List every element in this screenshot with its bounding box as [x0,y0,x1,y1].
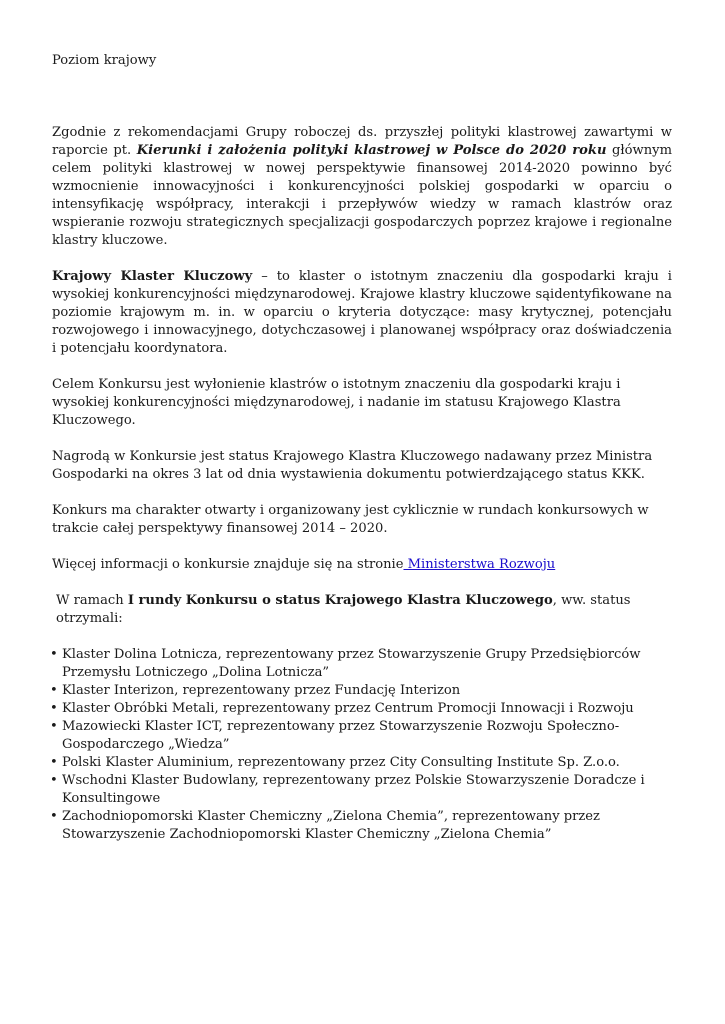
round-title: I rundy Konkursu o status Krajowego Klastra Kluczowego [127,593,553,608]
intro-text-before: Zgodnie z rekomendacjami Grupy roboczej ds. przyszłej polityki klastrowej zawartymi w raporcie pt. [52,125,672,158]
report-title: Kierunki i założenia polityki klastrowej w Polsce do 2020 roku [136,143,607,158]
kkk-definition-text: – to klaster o istotnym znaczeniu dla gospodarki kraju i wysokiej konkurencyjności międzynarodowej. Krajowe klastry kluczowe sąidentyfikowane na poziomie krajowym m. in. w oparciu o kryteria dotyczące: masy krytycznej, potencjału rozwojowego i innowacyjnego, dotychczasowej i planowanej współpracy oraz doświadczenia i potencjału koordynatora. [52,269,672,356]
round-suffix: , ww. status otrzymali: [56,593,631,626]
ministry-link[interactable]: Ministerstwa Rozwoju [403,557,556,572]
bullet-icon: • [50,755,58,770]
prize-paragraph: Nagrodą w Konkursie jest status Krajowego Klastra Kluczowego nadawany przez Ministra Gospodarki na okres 3 lat od dnia wystawienia dokumentu potwierdzającego status KKK. [52,449,653,482]
bullet-icon: • [50,773,58,788]
round-prefix: W ramach [56,593,128,608]
list-item [52,682,672,700]
round-paragraph [52,592,672,628]
bullet-icon: • [50,701,58,716]
list-item [52,754,672,772]
more-info-text: Więcej informacji o konkursie znajduje się na stronie [52,557,404,572]
character-paragraph: Konkurs ma charakter otwarty i organizowany jest cyklicznie w rundach konkursowych w trakcie całej perspektywy finansowej 2014 – 2020. [52,503,649,536]
bullet-icon: • [50,719,58,734]
clusters-list [52,646,672,844]
intro-text-after: głównym celem polityki klastrowej w nowej perspektywie finansowej 2014-2020 powinno być wzmocnienie innowacyjności i konkurencyjności polskiej gospodarki w oparciu o intensyfikację współpracy, interakcji i przepływów wiedzy w ramach klastrów oraz wspieranie rozwoju strategicznych specjalizacji gospodarczych poprzez krajowe i regionalne klastry kluczowe. [52,143,672,248]
more-info-paragraph [52,556,672,574]
kkk-term: Krajowy Klaster Kluczowy [52,269,253,284]
section-heading: Poziom krajowy [52,53,157,68]
cluster-text: Zachodniopomorski Klaster Chemiczny „Zielona Chemia”, reprezentowany przez Stowarzyszenie Zachodniopomorski Klaster Chemiczny „Zielona Chemia” [62,809,600,842]
intro-paragraph [52,124,672,250]
list-item [52,772,672,808]
document-page [52,52,672,844]
bullet-icon: • [50,809,58,824]
cluster-text: Klaster Obróbki Metali, reprezentowany przez Centrum Promocji Innowacji i Rozwoju [62,701,634,716]
kkk-definition-paragraph [52,268,672,358]
list-item [52,808,672,844]
bullet-icon: • [50,683,58,698]
cluster-text: Polski Klaster Aluminium, reprezentowany przez City Consulting Institute Sp. Z.o.o. [62,755,620,770]
list-item [52,646,672,682]
list-item [52,700,672,718]
cluster-text: Wschodni Klaster Budowlany, reprezentowany przez Polskie Stowarzyszenie Doradcze i Konsultingowe [62,773,645,806]
goal-paragraph: Celem Konkursu jest wyłonienie klastrów o istotnym znaczeniu dla gospodarki kraju i wysokiej konkurencyjności międzynarodowej, i nadanie im statusu Krajowego Klastra Kluczowego. [52,377,621,428]
list-item [52,718,672,754]
cluster-text: Klaster Interizon, reprezentowany przez Fundację Interizon [62,683,461,698]
bullet-icon: • [50,647,58,662]
cluster-text: Klaster Dolina Lotnicza, reprezentowany przez Stowarzyszenie Grupy Przedsiębiorców Przemysłu Lotniczego „Dolina Lotnicza” [62,647,641,680]
cluster-text: Mazowiecki Klaster ICT, reprezentowany przez Stowarzyszenie Rozwoju Społeczno-Gospodarczego „Wiedza” [62,719,620,752]
